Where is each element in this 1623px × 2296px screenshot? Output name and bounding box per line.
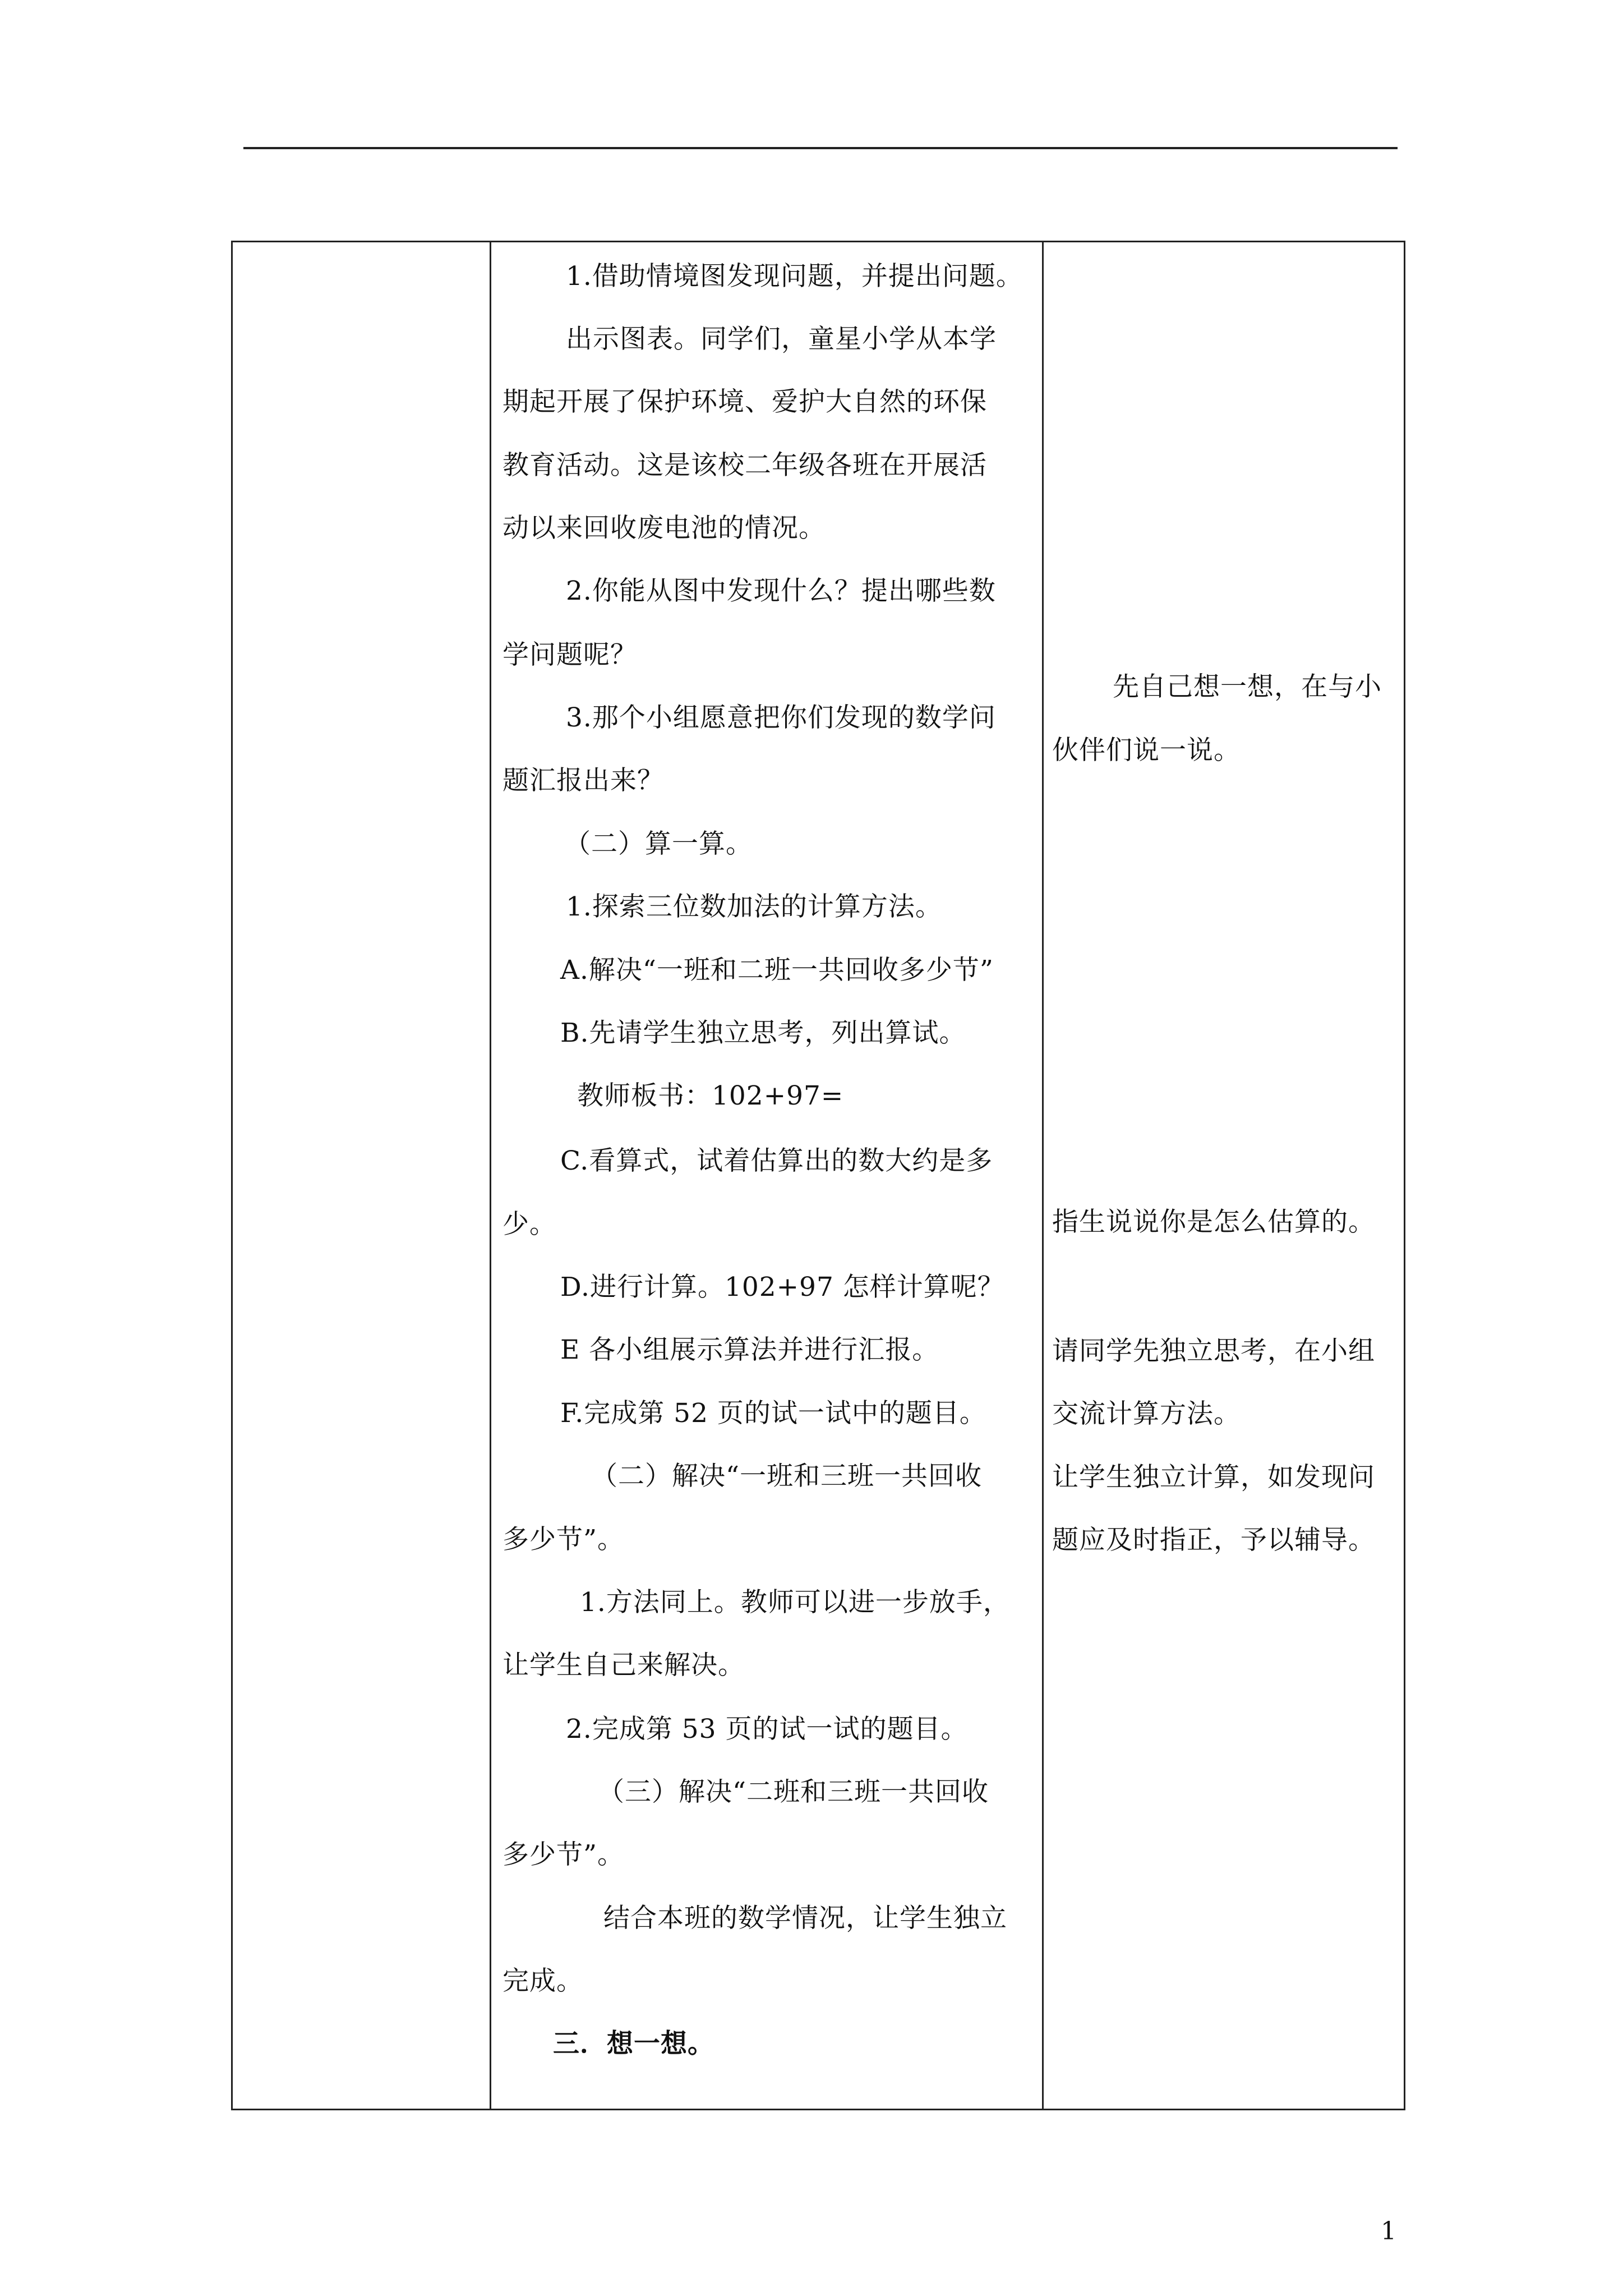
activity-line: 多少节”。 (502, 1524, 625, 1555)
activity-line: 结合本班的数学情况，让学生独立 (603, 1903, 1007, 1934)
student-line: 指生说说你是怎么估算的。 (1052, 1207, 1375, 1237)
activity-line: 期起开展了保护环境、爱护大自然的环保 (502, 386, 987, 417)
student-activity-cell (1044, 242, 1405, 2109)
activity-line: 让学生自己来解决。 (502, 1650, 745, 1681)
activity-line: E 各小组展示算法并进行汇报。 (560, 1335, 939, 1365)
activity-line: 3.那个小组愿意把你们发现的数学问 (566, 702, 996, 733)
activity-line: 1.方法同上。教师可以进一步放手， (580, 1587, 1010, 1618)
activity-line: 出示图表。同学们，童星小学从本学 (566, 324, 997, 355)
activity-line: （二）算一算。 (564, 829, 753, 859)
activity-line: 1.探索三位数加法的计算方法。 (566, 891, 942, 922)
student-line: 让学生独立计算，如发现问 (1052, 1462, 1375, 1493)
activity-line: 2.完成第 53 页的试一试的题目。 (566, 1714, 968, 1745)
section-heading: 三．想一想。 (553, 2028, 714, 2059)
student-line: 先自己想一想，在与小 (1113, 671, 1382, 702)
activity-line: B.先请学生独立思考，列出算试。 (560, 1018, 966, 1048)
activity-line: 1.借助情境图发现问题，并提出问题。 (566, 261, 1023, 292)
activity-line: 多少节”。 (502, 1839, 625, 1870)
activity-line: （二）解决“一班和三班一共回收 (591, 1461, 983, 1492)
activity-line: 动以来回收废电池的情况。 (502, 513, 826, 544)
activity-line: F.完成第 52 页的试一试中的题目。 (560, 1398, 986, 1429)
table-cell-blank (233, 242, 490, 2109)
teacher-activity-cell (491, 242, 1042, 2109)
activity-line: 学问题呢？ (502, 639, 637, 670)
activity-line: 题汇报出来？ (502, 765, 664, 796)
activity-line: A.解决“一班和二班一共回收多少节” (560, 955, 994, 986)
activity-line: （三）解决“二班和三班一共回收 (598, 1777, 989, 1807)
activity-line: 教师板书：102+97= (577, 1080, 844, 1111)
activity-line: C.看算式，试着估算出的数大约是多 (560, 1145, 993, 1176)
header-rule (243, 147, 1398, 149)
student-line: 交流计算方法。 (1052, 1398, 1241, 1429)
activity-line: 完成。 (502, 1966, 583, 1996)
lesson-table (231, 241, 1405, 2110)
student-line: 伙伴们说一说。 (1052, 735, 1241, 766)
activity-line: 教育活动。这是该校二年级各班在开展活 (502, 450, 987, 481)
student-line: 请同学先独立思考，在小组 (1052, 1336, 1375, 1366)
activity-line: D.进行计算。102+97 怎样计算呢？ (560, 1272, 1004, 1303)
page-number: 1 (1381, 2217, 1396, 2246)
student-line: 题应及时指正，予以辅导。 (1052, 1525, 1375, 1556)
activity-line: 少。 (502, 1209, 556, 1240)
activity-line: 2.你能从图中发现什么？提出哪些数 (566, 576, 996, 606)
